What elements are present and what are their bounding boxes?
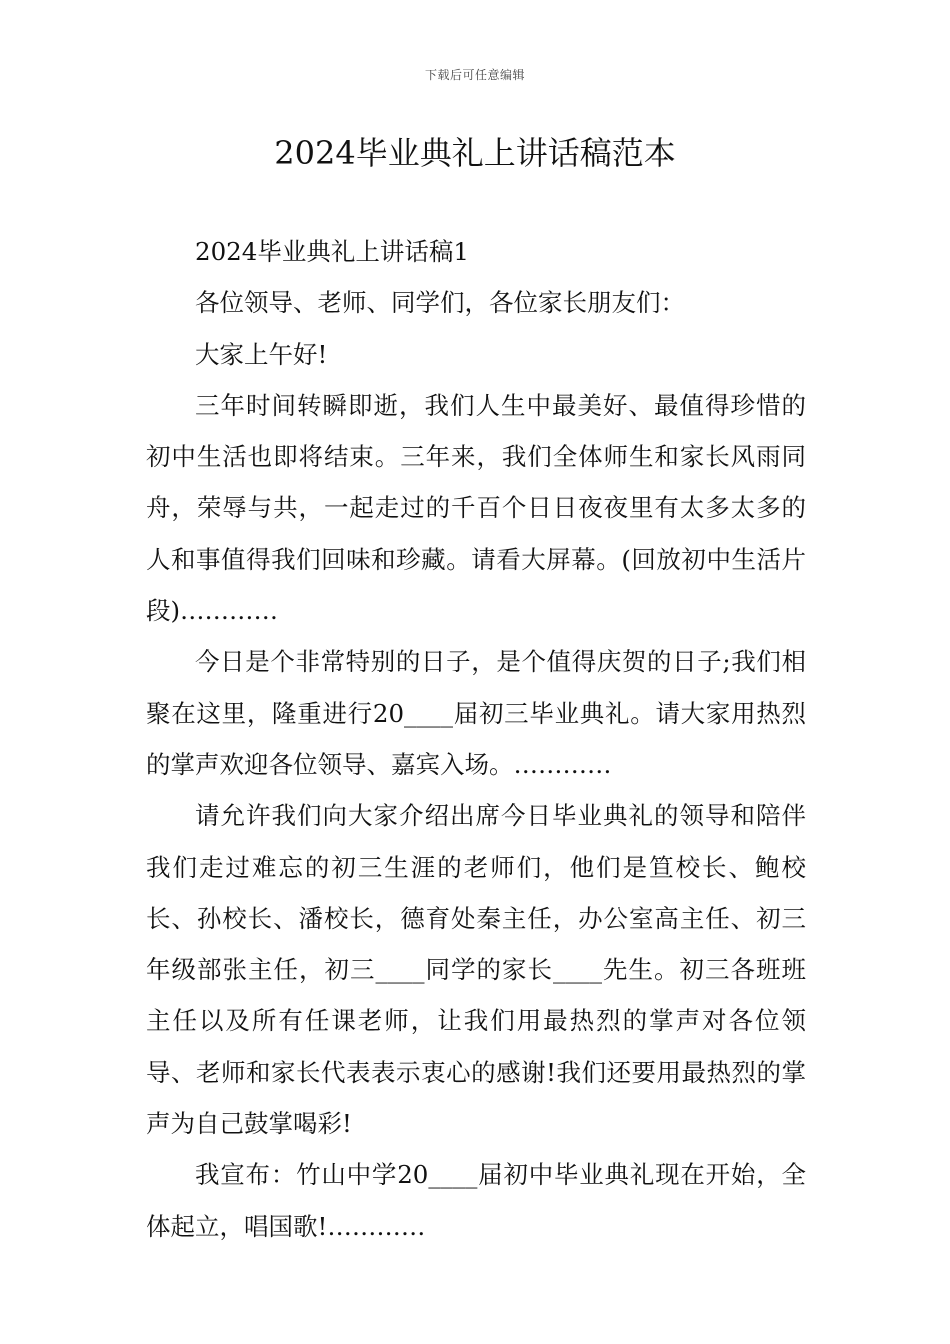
document-title: 2024毕业典礼上讲话稿范本 xyxy=(274,134,676,172)
paragraph-subtitle: 2024毕业典礼上讲话稿1 xyxy=(195,237,469,266)
document-body xyxy=(146,226,806,1252)
paragraph-body: 我宣布：竹山中学20____届初中毕业典礼现在开始，全体起立，唱国歌!………… xyxy=(146,1160,806,1241)
paragraph-body: 请允许我们向大家介绍出席今日毕业典礼的领导和陪伴我们走过难忘的初三生涯的老师们，他们是笪校长、鲍校长、孙校长、潘校长，德育处秦主任，办公室高主任、初三年级部张主任，初三____同学的家长____先生。初三各班班主任以及所有任课老师，让我们用最热烈的掌声对各位领导、老师和家长代表表示衷心的感谢!我们还要用最热烈的掌声为自己鼓掌喝彩! xyxy=(146,801,806,1139)
paragraph-body: 三年时间转瞬即逝，我们人生中最美好、最值得珍惜的初中生活也即将结束。三年来，我们全体师生和家长风雨同舟，荣辱与共，一起走过的千百个日日夜夜里有太多太多的人和事值得我们回味和珍藏。请看大屏幕。(回放初中生活片段)………… xyxy=(146,390,806,626)
paragraph-body: 今日是个非常特别的日子，是个值得庆贺的日子;我们相聚在这里，隆重进行20____届初三毕业典礼。请大家用热烈的掌声欢迎各位领导、嘉宾入场。………… xyxy=(146,647,806,779)
paragraph-salutation: 各位领导、老师、同学们，各位家长朋友们： xyxy=(195,288,685,318)
header-note: 下载后可任意编辑 xyxy=(424,68,525,82)
paragraph-greeting: 大家上午好! xyxy=(195,339,328,369)
